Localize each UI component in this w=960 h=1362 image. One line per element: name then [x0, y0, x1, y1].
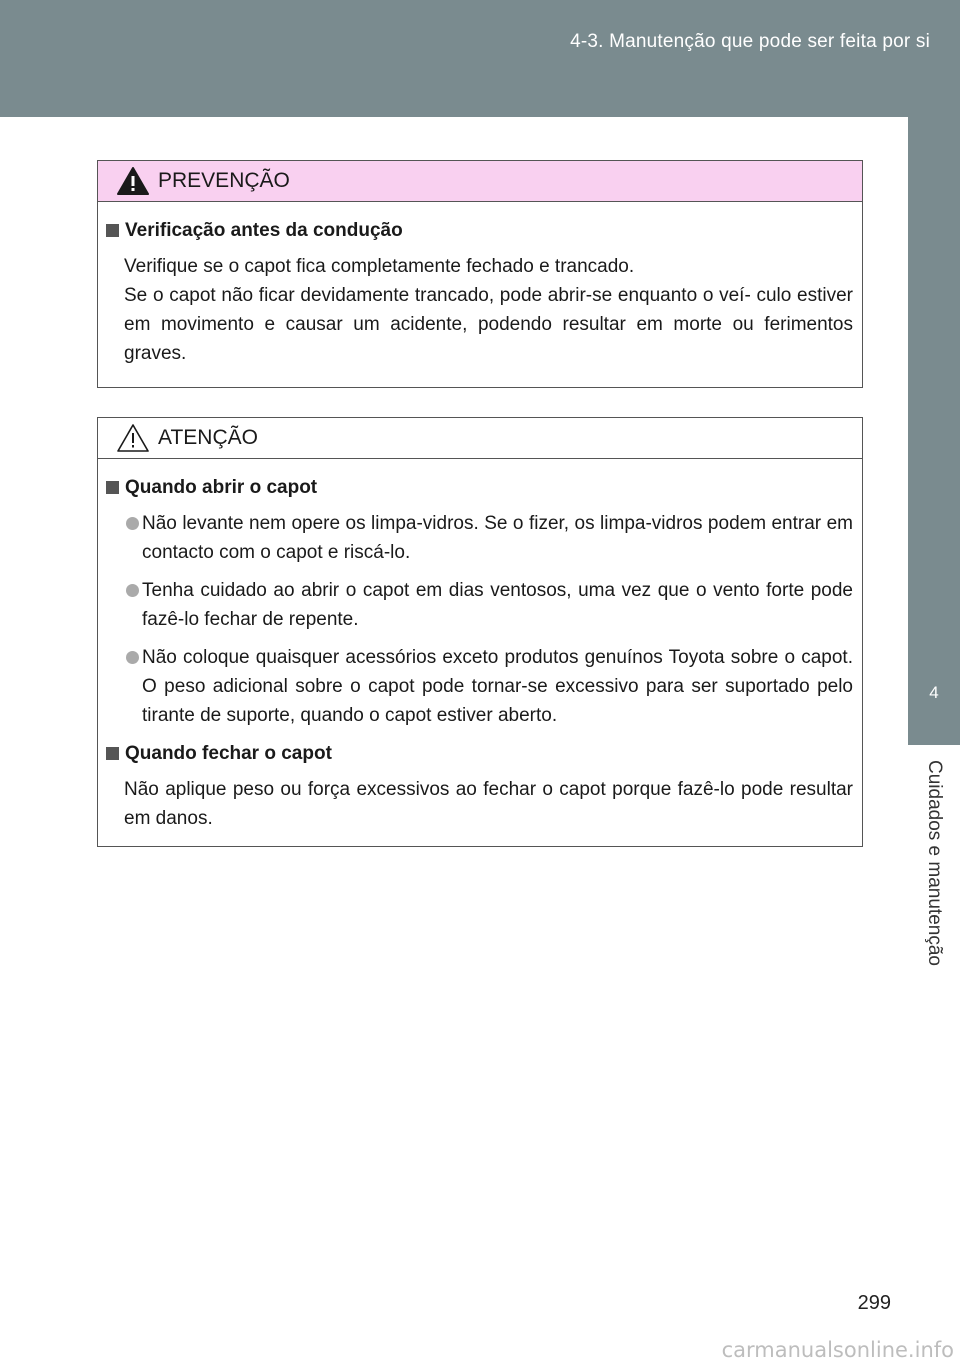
list-item [106, 576, 853, 634]
bullet-dot-icon [126, 517, 139, 530]
paragraph: Não aplique peso ou força excessivos ao fechar o capot porque fazê-lo pode resultar em danos. [124, 779, 853, 829]
section-heading-text: Verificação antes da condução [125, 220, 403, 241]
list-item-text: Tenha cuidado ao abrir o capot em dias ventosos, uma vez que o vento forte pode fazê-lo fechar de repente. [142, 580, 853, 630]
bullet-dot-icon [126, 651, 139, 664]
list-item [106, 643, 853, 730]
list-item-text: Não coloque quaisquer acessórios exceto produtos genuínos Toyota sobre o capot. O peso adicional sobre o capot pode tornar-se excessivo para ser suportado pelo tirante de suporte, quando o capot estiver aberto. [142, 647, 853, 726]
warning-icon [116, 166, 150, 196]
chapter-number: 4 [929, 683, 939, 702]
section-heading-text: Quando abrir o capot [125, 477, 318, 498]
square-bullet-icon [106, 224, 119, 237]
list-item [106, 509, 853, 567]
bullet-dot-icon [126, 584, 139, 597]
notice-body [98, 459, 862, 845]
section-title: 4-3. Manutenção que pode ser feita por si [570, 31, 930, 52]
page-number: 299 [857, 1292, 891, 1314]
list-item-text: Não levante nem opere os limpa-vidros. Se o fizer, os limpa-vidros podem entrar em contacto com o capot e riscá-lo. [142, 513, 853, 563]
section-heading [106, 216, 853, 245]
caution-box [97, 160, 863, 388]
page-header [0, 0, 960, 117]
square-bullet-icon [106, 747, 119, 760]
chapter-tab [908, 117, 960, 745]
notice-heading: ATENÇÃO [158, 426, 258, 449]
section-heading [106, 739, 853, 768]
warning-outline-icon [116, 423, 150, 453]
caution-body [98, 202, 862, 380]
paragraph: Se o capot não ficar devidamente trancado, pode abrir-se enquanto o veí- culo estiver em movimento e causar um acidente, podendo resultar em morte ou ferimentos graves. [124, 285, 853, 364]
caution-header [98, 161, 862, 202]
chapter-label: Cuidados e manutenção [924, 760, 945, 966]
section-heading-text: Quando fechar o capot [125, 743, 332, 764]
paragraph: Verifique se o capot fica completamente fechado e trancado. [124, 256, 635, 277]
section-heading [106, 473, 853, 502]
notice-header [98, 418, 862, 459]
caution-heading: PREVENÇÃO [158, 169, 290, 192]
notice-box [97, 417, 863, 847]
watermark: carmanualsonline.info [721, 1338, 954, 1362]
square-bullet-icon [106, 481, 119, 494]
